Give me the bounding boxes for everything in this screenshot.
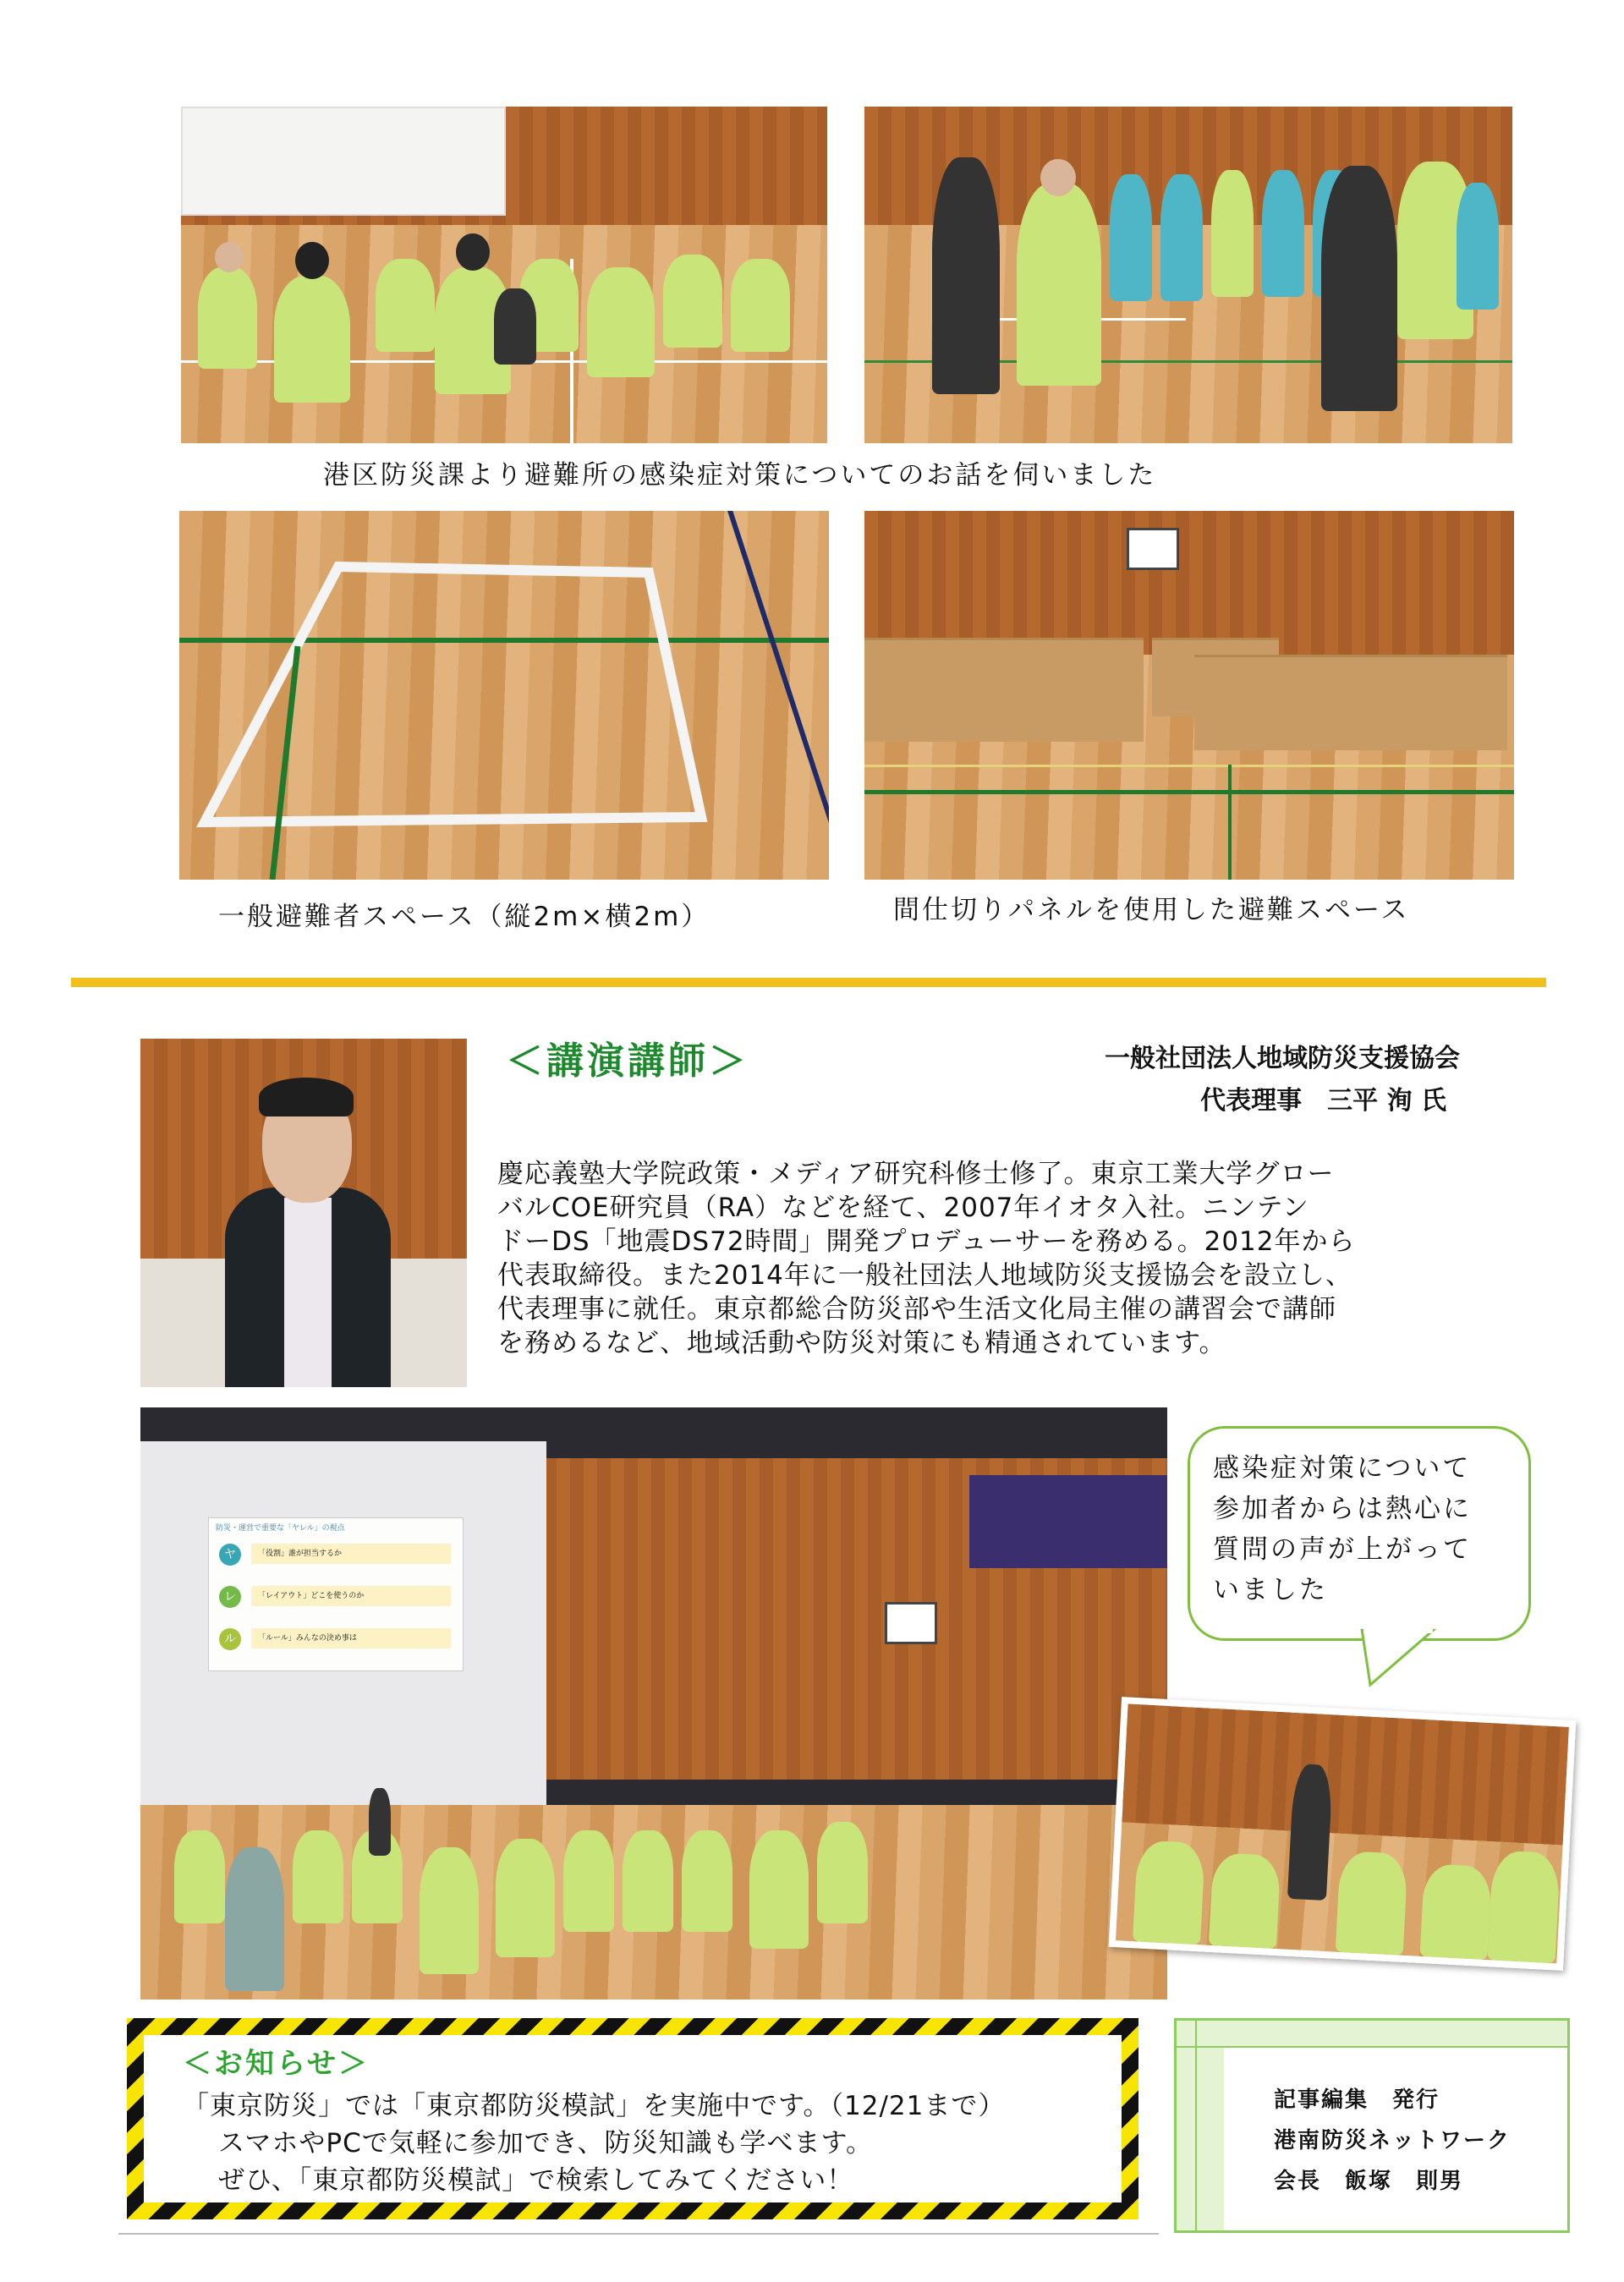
speaker-portrait <box>140 1039 467 1387</box>
bio-line: バルCOE研究員（RA）などを経て、2007年イオタ入社。ニンテン <box>497 1193 1309 1223</box>
photo-seated-participants <box>181 107 827 443</box>
speaker-name: 代表理事 三平 洵 氏 <box>1200 1086 1446 1116</box>
slide-row-3: 「ルール」みんなの決め事は <box>251 1628 451 1648</box>
slide-kana-ya: ヤ <box>219 1544 241 1566</box>
bio-line: を務めるなど、地域活動や防災対策にも精通されています。 <box>497 1328 1226 1358</box>
bubble-tail <box>1353 1629 1446 1697</box>
notice-title: ＜お知らせ＞ <box>183 2047 370 2081</box>
photo-partitions <box>864 511 1514 880</box>
slide-kana-ru: ル <box>219 1628 241 1650</box>
slide-row-2: 「レイアウト」どこを使うのか <box>251 1586 451 1606</box>
bio-line: 代表取締役。また2014年に一般社団法人地域防災支援協会を設立し、 <box>497 1260 1352 1291</box>
photo-lecture-hall <box>140 1407 1167 1999</box>
bubble-line: 質問の声が上がって <box>1213 1534 1472 1565</box>
photo-inset-qa <box>1109 1697 1577 1971</box>
bubble-line: 参加者からは熱心に <box>1213 1494 1472 1524</box>
slide-kana-re: レ <box>219 1586 241 1608</box>
slide-row-1: 「役割」誰が担当するか <box>251 1544 451 1564</box>
notice-line: スマホやPCで気軽に参加でき、防災知識も学べます。 <box>218 2128 873 2159</box>
bio-line: 代表理事に就任。東京都総合防災部や生活文化局主催の講習会で講師 <box>497 1294 1336 1325</box>
projected-slide <box>208 1517 464 1671</box>
bottom-rule <box>118 2233 1159 2235</box>
bubble-text <box>1213 1448 1472 1610</box>
speaker-heading: ＜講演講師＞ <box>506 1040 749 1083</box>
caption-row1: 港区防災課より避難所の感染症対策についてのお話を伺いました <box>323 460 1157 491</box>
colophon-editor-label: 記事編集 発行 <box>1274 2087 1440 2113</box>
caption-partition-space: 間仕切りパネルを使用した避難スペース <box>893 895 1410 925</box>
bubble-line: 感染症対策について <box>1213 1453 1472 1484</box>
bio-line: 慶応義塾大学院政策・メディア研究科修士修了。東京工業大学グロー <box>497 1159 1335 1189</box>
slide-title: 防災・運営で重要な「ヤレル」の視点 <box>216 1524 345 1533</box>
photo-standing-group <box>864 107 1512 443</box>
colophon-chair: 会長 飯塚 則男 <box>1274 2169 1464 2194</box>
photo-floor-square <box>179 511 829 880</box>
notice-line: 「東京防災」では「東京都防災模試」を実施中です。（12/21まで） <box>183 2091 1006 2121</box>
speaker-bio <box>497 1157 1479 1360</box>
notice-line: ぜひ、「東京都防災模試」で検索してみてください！ <box>218 2165 854 2196</box>
bubble-line: いました <box>1213 1575 1328 1605</box>
bio-line: ドーDS「地震DS72時間」開発プロデューサーを務める。2012年から <box>497 1226 1356 1257</box>
section-divider <box>71 978 1546 987</box>
caption-general-space: 一般避難者スペース（縦2m×横2m） <box>218 902 710 932</box>
colophon-organization: 港南防災ネットワーク <box>1274 2128 1512 2153</box>
speaker-organization: 一般社団法人地域防災支援協会 <box>1105 1044 1460 1073</box>
tape-square <box>179 511 829 880</box>
